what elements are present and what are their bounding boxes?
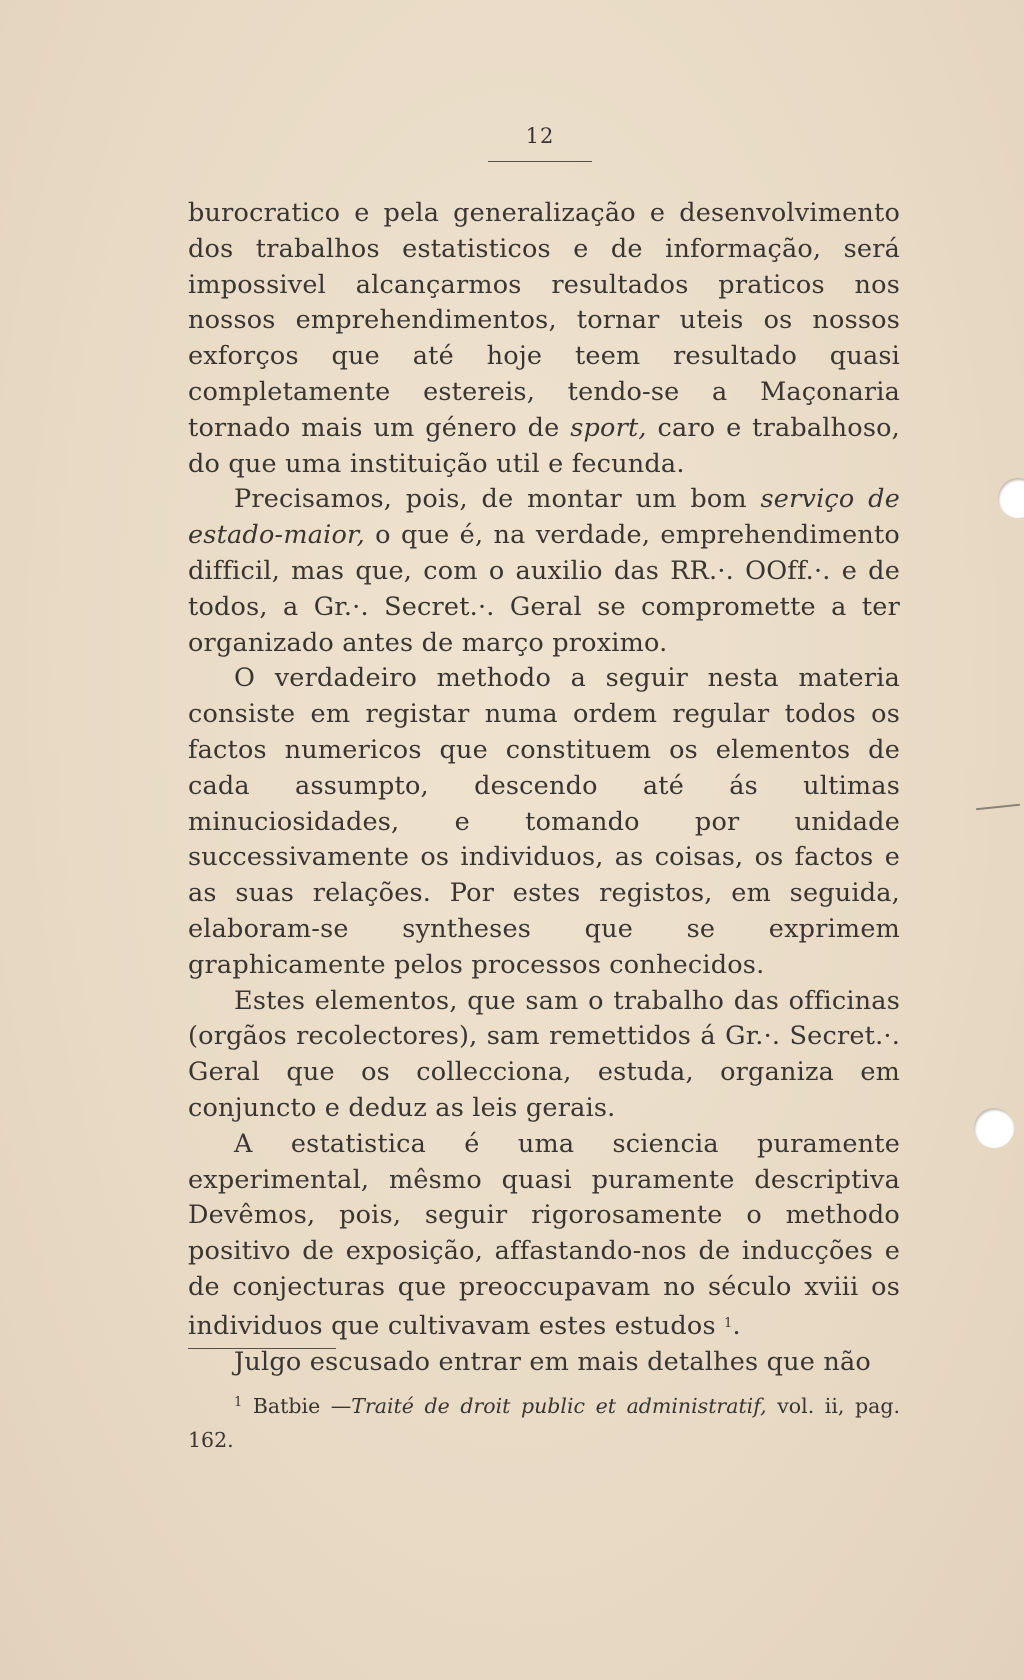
paragraph-1-tail: caro e trabalhoso, do que uma instituição util e fecunda.	[188, 412, 900, 479]
margin-mark	[976, 804, 1020, 811]
paragraph-1	[188, 196, 900, 482]
paragraph-3: O verdadeiro methodo a seguir nesta materia consiste em registar numa ordem regular todos os factos numericos que constituem os elementos de cada assumpto, descendo até ás ultimas minuciosidades, e tomando por unidade successivamente os individuos, as coisas, os factos e as suas relações. Por estes registos, em seguida, elaboram-se syntheses que se exprimem graphicamente pelos processos conhecidos.	[188, 663, 900, 980]
main-text	[188, 196, 900, 1380]
footnote-rule	[188, 1348, 336, 1349]
paragraph-5-end: .	[732, 1310, 741, 1341]
paragraph-1-italic: sport,	[570, 412, 647, 443]
footnote-reference: 1	[724, 1315, 733, 1331]
paragraph-1-text: burocratico e pela generalização e desenvolvimento dos trabalhos estatisticos e de informação, será impossivel alcançarmos resultados praticos nos nossos emprehendimentos, tornar uteis os nossos exforços que até hoje teem resultado quasi completamente estereis, tendo-se a Maçonaria tornado mais um género de	[188, 198, 900, 443]
page-number: 12	[525, 124, 555, 148]
footnote-rest: vol. ii, pag. 162.	[188, 1394, 900, 1452]
paragraph-4: Estes elementos, que sam o trabalho das officinas (orgãos recolectores), sam remettidos á Gr.·. Secret.·. Geral que os collecciona, estuda, organiza em conjuncto e deduz as leis gerais.	[188, 985, 900, 1123]
paragraph-2-head: Precisamos, pois, de montar um bom	[234, 484, 761, 515]
paragraph-5-text: A estatistica é uma sciencia puramente experimental, mêsmo quasi puramente descriptiva Devêmos, pois, seguir rigorosamente o methodo positivo de exposição, affastando-nos de inducções e de conjecturas que preoccupavam no século xviii os individuos que cultivavam estes estudos	[188, 1128, 900, 1341]
paragraph-2-italic: serviço de estado-maior,	[188, 484, 900, 551]
footnote	[188, 1386, 900, 1457]
footnote-mark: 1	[234, 1395, 243, 1410]
punch-hole-lower	[974, 1108, 1014, 1148]
footnote-author: Batbie —	[242, 1394, 352, 1418]
paragraph-5	[188, 1127, 900, 1345]
header-rule	[488, 161, 592, 162]
footnote-title: Traité de droit public et administratif,	[351, 1394, 767, 1418]
paragraph-2-tail: o que é, na verdade, emprehendimento difficil, mas que, com o auxilio das RR.·. OOff.·. e de todos, a Gr.·. Secret.·. Geral se compromette a ter organizado antes de março proximo.	[188, 520, 900, 658]
punch-hole-upper	[998, 478, 1024, 518]
paragraph-2	[188, 482, 900, 661]
paragraph-6: Julgo escusado entrar em mais detalhes que não	[234, 1346, 871, 1377]
